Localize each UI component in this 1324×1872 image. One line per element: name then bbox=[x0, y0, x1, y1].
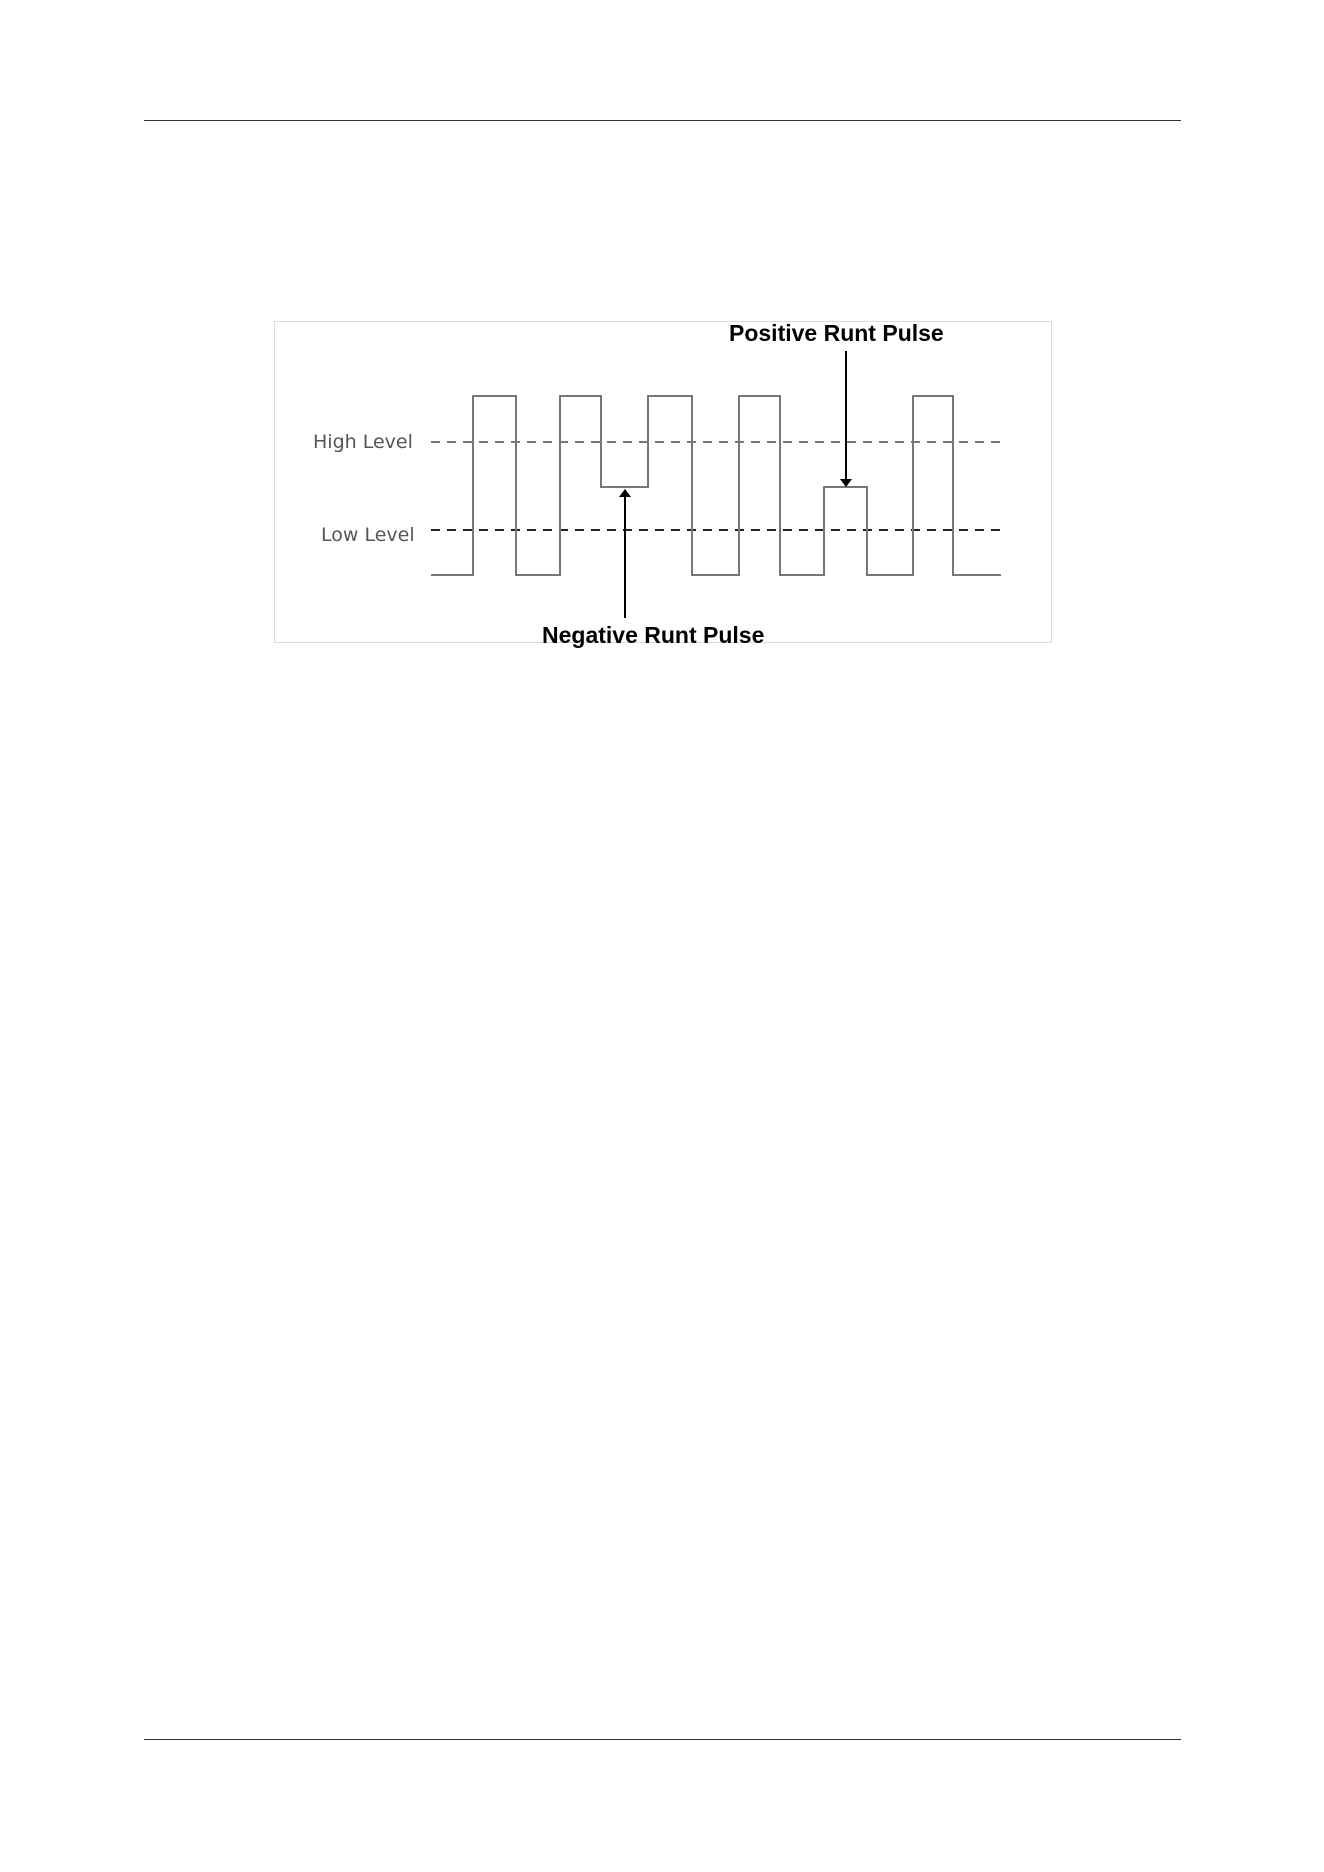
positive-runt-pulse-label: Positive Runt Pulse bbox=[729, 320, 944, 346]
low-level-label: Low Level bbox=[321, 524, 415, 546]
high-level-label: High Level bbox=[313, 431, 413, 453]
pulse-waveform bbox=[431, 396, 1001, 575]
negative-runt-pulse-label: Negative Runt Pulse bbox=[542, 622, 765, 648]
footer-rule bbox=[144, 1739, 1181, 1740]
